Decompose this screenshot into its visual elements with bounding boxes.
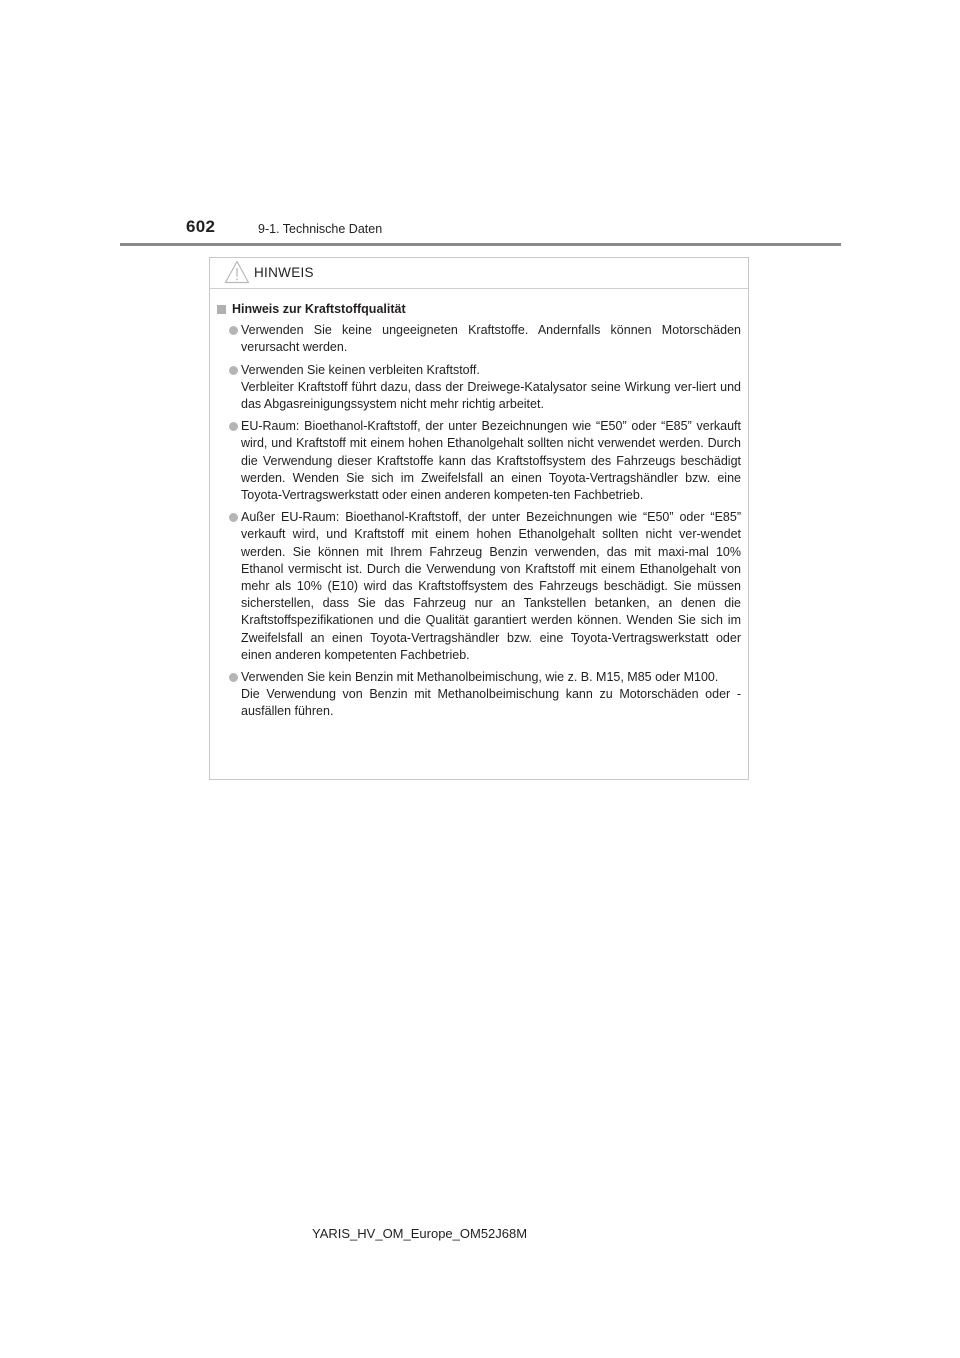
notice-label: HINWEIS [254, 265, 314, 280]
header-rule [120, 243, 841, 246]
page-number: 602 [186, 217, 216, 236]
notice-body [210, 289, 748, 721]
list-item [216, 362, 741, 414]
notice-header [210, 258, 748, 289]
list-item [216, 669, 741, 721]
list-item-text: EU-Raum: Bioethanol-Kraftstoff, der unter Bezeichnungen wie “E50” oder “E85” verkauft wird, und Kraftstoff mit einem hohen Ethanolgehalt sollten nicht verwendet werden. Durch die Verwendung dieser Kraftstoffe kann das Kraftstoffsystem des Fahrzeugs beschädigt werden. Wenden Sie sich im Zweifelsfall an einen Toyota-Vertragshändler bzw. eine Toyota-Vertragswerkstatt oder einen anderen kompeten-ten Fachbetrieb. [241, 419, 741, 503]
warning-triangle-icon [224, 260, 250, 284]
list-item-text: Verwenden Sie keinen verbleiten Kraftstoff. [241, 362, 480, 377]
list-item-text: Verwenden Sie keine ungeeigneten Kraftstoffe. Andernfalls können Motorschäden verursacht werden. [241, 323, 741, 355]
circle-bullet-icon [229, 673, 238, 682]
section-title: 9-1. Technische Daten [258, 222, 383, 236]
list-item [216, 418, 741, 504]
subheading-text: Hinweis zur Kraftstoffqualität [232, 302, 406, 316]
square-bullet-icon [217, 305, 226, 314]
list-item-text: Verwenden Sie kein Benzin mit Methanolbeimischung, wie z. B. M15, M85 oder M100. [241, 670, 719, 685]
list-item [216, 509, 741, 664]
circle-bullet-icon [229, 326, 238, 335]
circle-bullet-icon [229, 422, 238, 431]
list-item-text: Verbleiter Kraftstoff führt dazu, dass der Dreiwege-Katalysator seine Wirkung ver-liert und das Abgasreinigungssystem nicht mehr richtig arbeitet. [241, 379, 741, 412]
circle-bullet-icon [229, 366, 238, 375]
list-item [216, 322, 741, 356]
subheading [216, 301, 741, 318]
list-item-text: Außer EU-Raum: Bioethanol-Kraftstoff, der unter Bezeichnungen wie “E50” oder “E85” verkauft wird, und Kraftstoff mit einem hohen Ethanolgehalt sollten nicht ver-wendet werden. Sie können mit Ihrem Fahrzeug Benzin verwenden, das mit maxi-mal 10% Ethanol vermischt ist. Durch die Verwendung von Kraftstoff mit einem Ethanolgehalt von mehr als 10% (E10) wird das Kraftstoffsystem des Fahrzeugs beschädigt. Sie müssen sicherstellen, dass Sie das Fahrzeug nur an Tankstellen betanken, an denen die Kraftstoffspezifikationen und die Qualität garantiert werden können. Wenden Sie sich im Zweifelsfall an einen Toyota-Vertragshändler bzw. eine Toyota-Vertragswerkstatt oder einen anderen kompetenten Fachbetrieb. [241, 510, 741, 662]
document-id: YARIS_HV_OM_Europe_OM52J68M [312, 1226, 528, 1241]
notice-box [209, 257, 749, 780]
circle-bullet-icon [229, 513, 238, 522]
list-item-text: Die Verwendung von Benzin mit Methanolbeimischung kann zu Motorschäden oder -ausfällen führen. [241, 687, 741, 719]
